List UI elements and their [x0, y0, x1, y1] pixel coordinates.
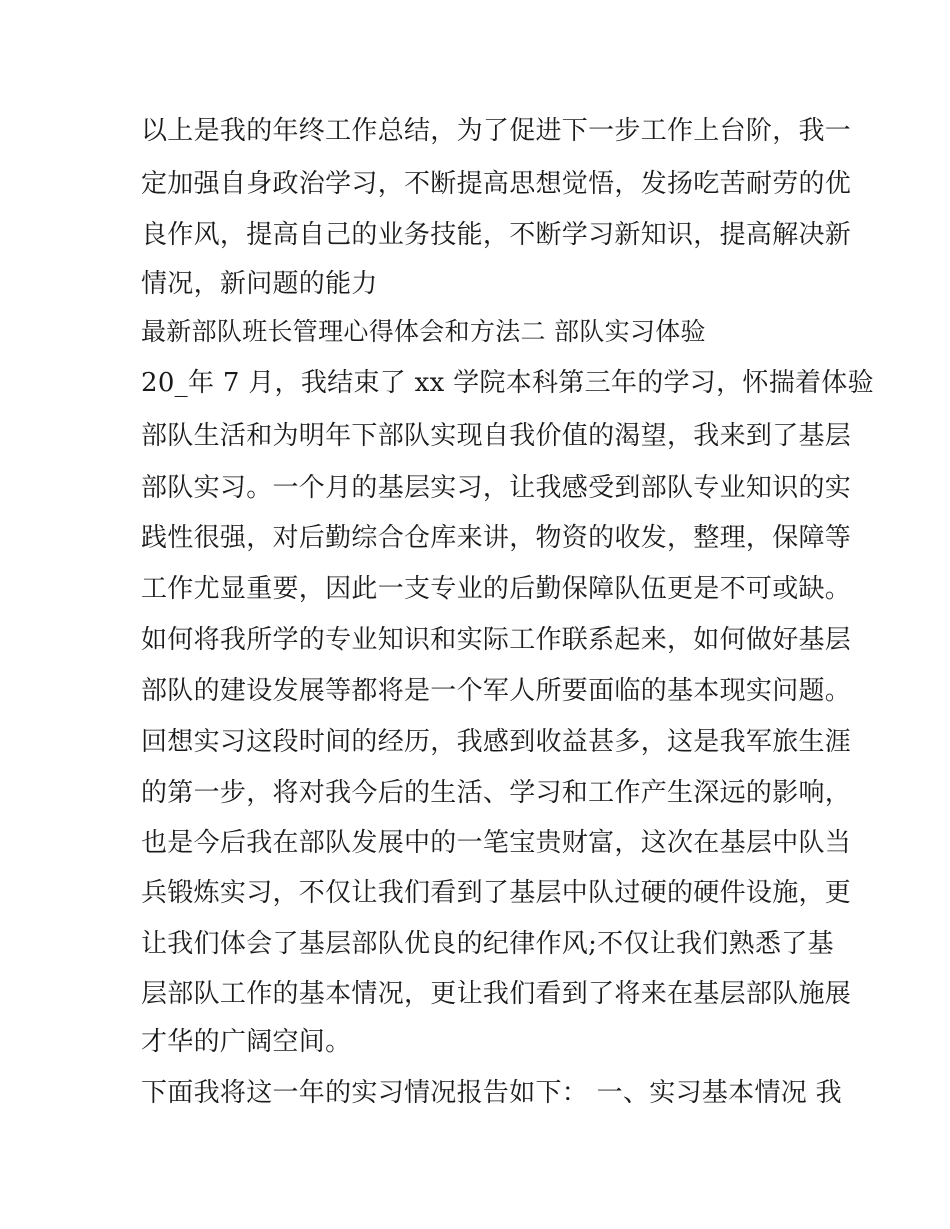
text-line-13: 回想实习这段时间的经历，我感到收益甚多，这是我军旅生涯: [141, 727, 852, 757]
text-line-17: 让我们体会了基层部队优良的纪律作风;不仅让我们熟悉了基: [141, 929, 834, 959]
text-line-15: 也是今后我在部队发展中的一笔宝贵财富，这次在基层中队当: [141, 828, 852, 858]
text-line-9: 践性很强，对后勤综合仓库来讲，物资的收发，整理，保障等: [141, 523, 852, 553]
text-line-14: 的第一步，将对我今后的生活、学习和工作产生深远的影响，: [141, 778, 852, 808]
section-heading: 最新部队班长管理心得体会和方法二 部队实习体验: [141, 317, 706, 346]
text-line-19: 才华的广阔空间。: [141, 1027, 352, 1057]
text-line-10: 工作尤显重要，因此一支专业的后勤保障队伍更是不可或缺。: [141, 574, 852, 604]
text-line-12: 部队的建设发展等都将是一个军人所要面临的基本现实问题。: [141, 676, 852, 706]
text-line-20: 下面我将这一年的实习情况报告如下： 一、实习基本情况 我: [141, 1078, 842, 1108]
text-line-4: 情况，新问题的能力: [141, 269, 378, 299]
text-line-3: 良作风，提高自己的业务技能，不断学习新知识，提高解决新: [141, 220, 852, 250]
text-line-11: 如何将我所学的专业知识和实际工作联系起来，如何做好基层: [141, 625, 852, 655]
text-line-8: 部队实习。一个月的基层实习，让我感受到部队专业知识的实: [141, 473, 852, 503]
text-line-1: 以上是我的年终工作总结，为了促进下一步工作上台阶，我一: [141, 116, 852, 146]
text-line-2: 定加强自身政治学习，不断提高思想觉悟，发扬吃苦耐劳的优: [141, 169, 852, 199]
text-line-16: 兵锻炼实习，不仅让我们看到了基层中队过硬的硬件设施，更: [141, 878, 852, 908]
text-line-18: 层部队工作的基本情况，更让我们看到了将来在基层部队施展: [141, 979, 852, 1009]
text-line-6: 20_年 7 月，我结束了 xx 学院本科第三年的学习，怀揣着体验: [141, 368, 874, 398]
text-line-7: 部队生活和为明年下部队实现自我价值的渴望，我来到了基层: [141, 421, 852, 451]
